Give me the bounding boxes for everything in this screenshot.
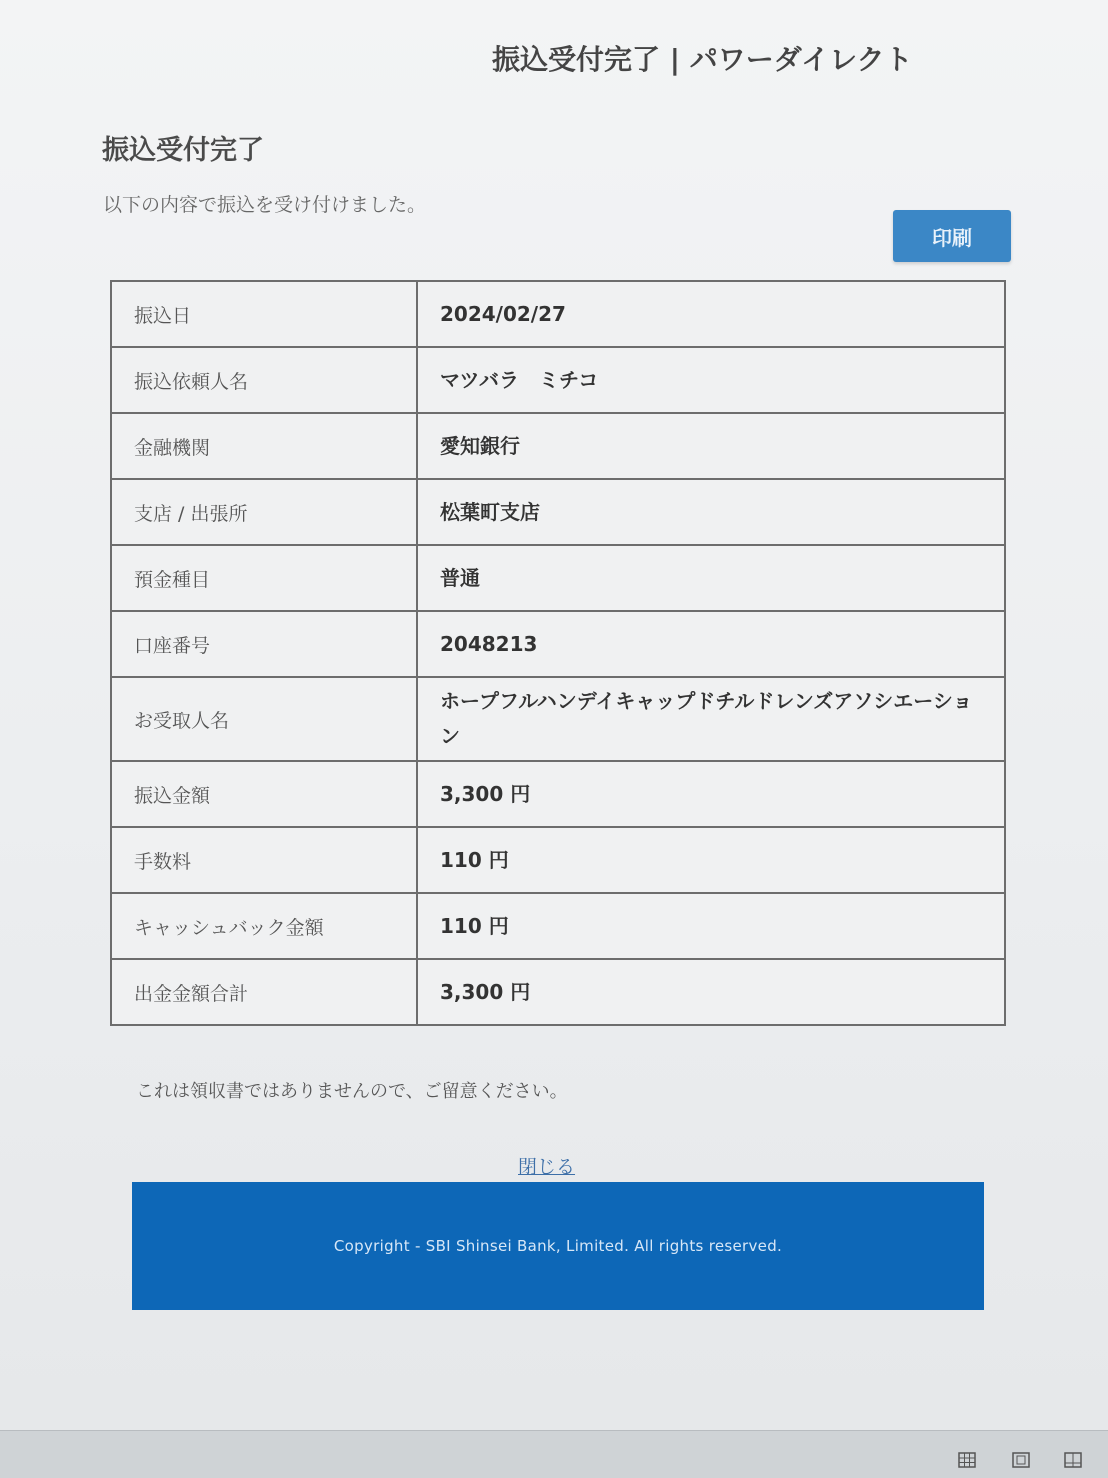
table-row xyxy=(111,959,1005,1025)
close-link[interactable]: 閉じる xyxy=(518,1156,576,1178)
recipient-name-label: お受取人名 xyxy=(111,677,417,761)
branch-value: 松葉町支店 xyxy=(417,479,1005,545)
account-number-value: 2048213 xyxy=(417,611,1005,677)
table-row xyxy=(111,761,1005,827)
table-row xyxy=(111,347,1005,413)
table-row xyxy=(111,281,1005,347)
sender-name-label: 振込依頼人名 xyxy=(111,347,417,413)
total-withdrawal-value: 3,300 円 xyxy=(417,959,1005,1025)
account-number-label: 口座番号 xyxy=(111,611,417,677)
cashback-value: 110 円 xyxy=(417,893,1005,959)
page-view-icon[interactable] xyxy=(1012,1452,1030,1468)
grid-view-icon[interactable] xyxy=(958,1452,976,1468)
table-row xyxy=(111,893,1005,959)
recipient-name-value: ホープフルハンデイキャップドチルドレンズアソシエーション xyxy=(417,677,1005,761)
fee-value: 110 円 xyxy=(417,827,1005,893)
window-title: 振込受付完了 | パワーダイレクト xyxy=(492,43,913,76)
footer xyxy=(132,1182,984,1310)
table-row xyxy=(111,827,1005,893)
total-withdrawal-label: 出金金額合計 xyxy=(111,959,417,1025)
table-row xyxy=(111,413,1005,479)
page-title: 振込受付完了 xyxy=(102,135,264,166)
table-row xyxy=(111,545,1005,611)
transfer-date-label: 振込日 xyxy=(111,281,417,347)
bank-name-label: 金融機関 xyxy=(111,413,417,479)
status-bar xyxy=(0,1430,1108,1478)
branch-label: 支店 / 出張所 xyxy=(111,479,417,545)
transfer-details-table xyxy=(110,280,1006,1026)
sender-name-value: マツバラ ミチコ xyxy=(417,347,1005,413)
print-button[interactable]: 印刷 xyxy=(893,210,1011,262)
bank-name-value: 愛知銀行 xyxy=(417,413,1005,479)
cashback-label: キャッシュバック金額 xyxy=(111,893,417,959)
copyright-text: Copyright - SBI Shinsei Bank, Limited. All rights reserved. xyxy=(333,1237,783,1255)
transfer-date-value: 2024/02/27 xyxy=(417,281,1005,347)
receipt-notice: これは領収書ではありませんので、ご留意ください。 xyxy=(136,1081,568,1102)
intro-text: 以下の内容で振込を受け付けました。 xyxy=(103,194,427,216)
split-view-icon[interactable] xyxy=(1064,1452,1082,1468)
transfer-amount-label: 振込金額 xyxy=(111,761,417,827)
account-type-value: 普通 xyxy=(417,545,1005,611)
table-row xyxy=(111,479,1005,545)
fee-label: 手数料 xyxy=(111,827,417,893)
account-type-label: 預金種目 xyxy=(111,545,417,611)
table-row xyxy=(111,611,1005,677)
table-row xyxy=(111,677,1005,761)
transfer-amount-value: 3,300 円 xyxy=(417,761,1005,827)
